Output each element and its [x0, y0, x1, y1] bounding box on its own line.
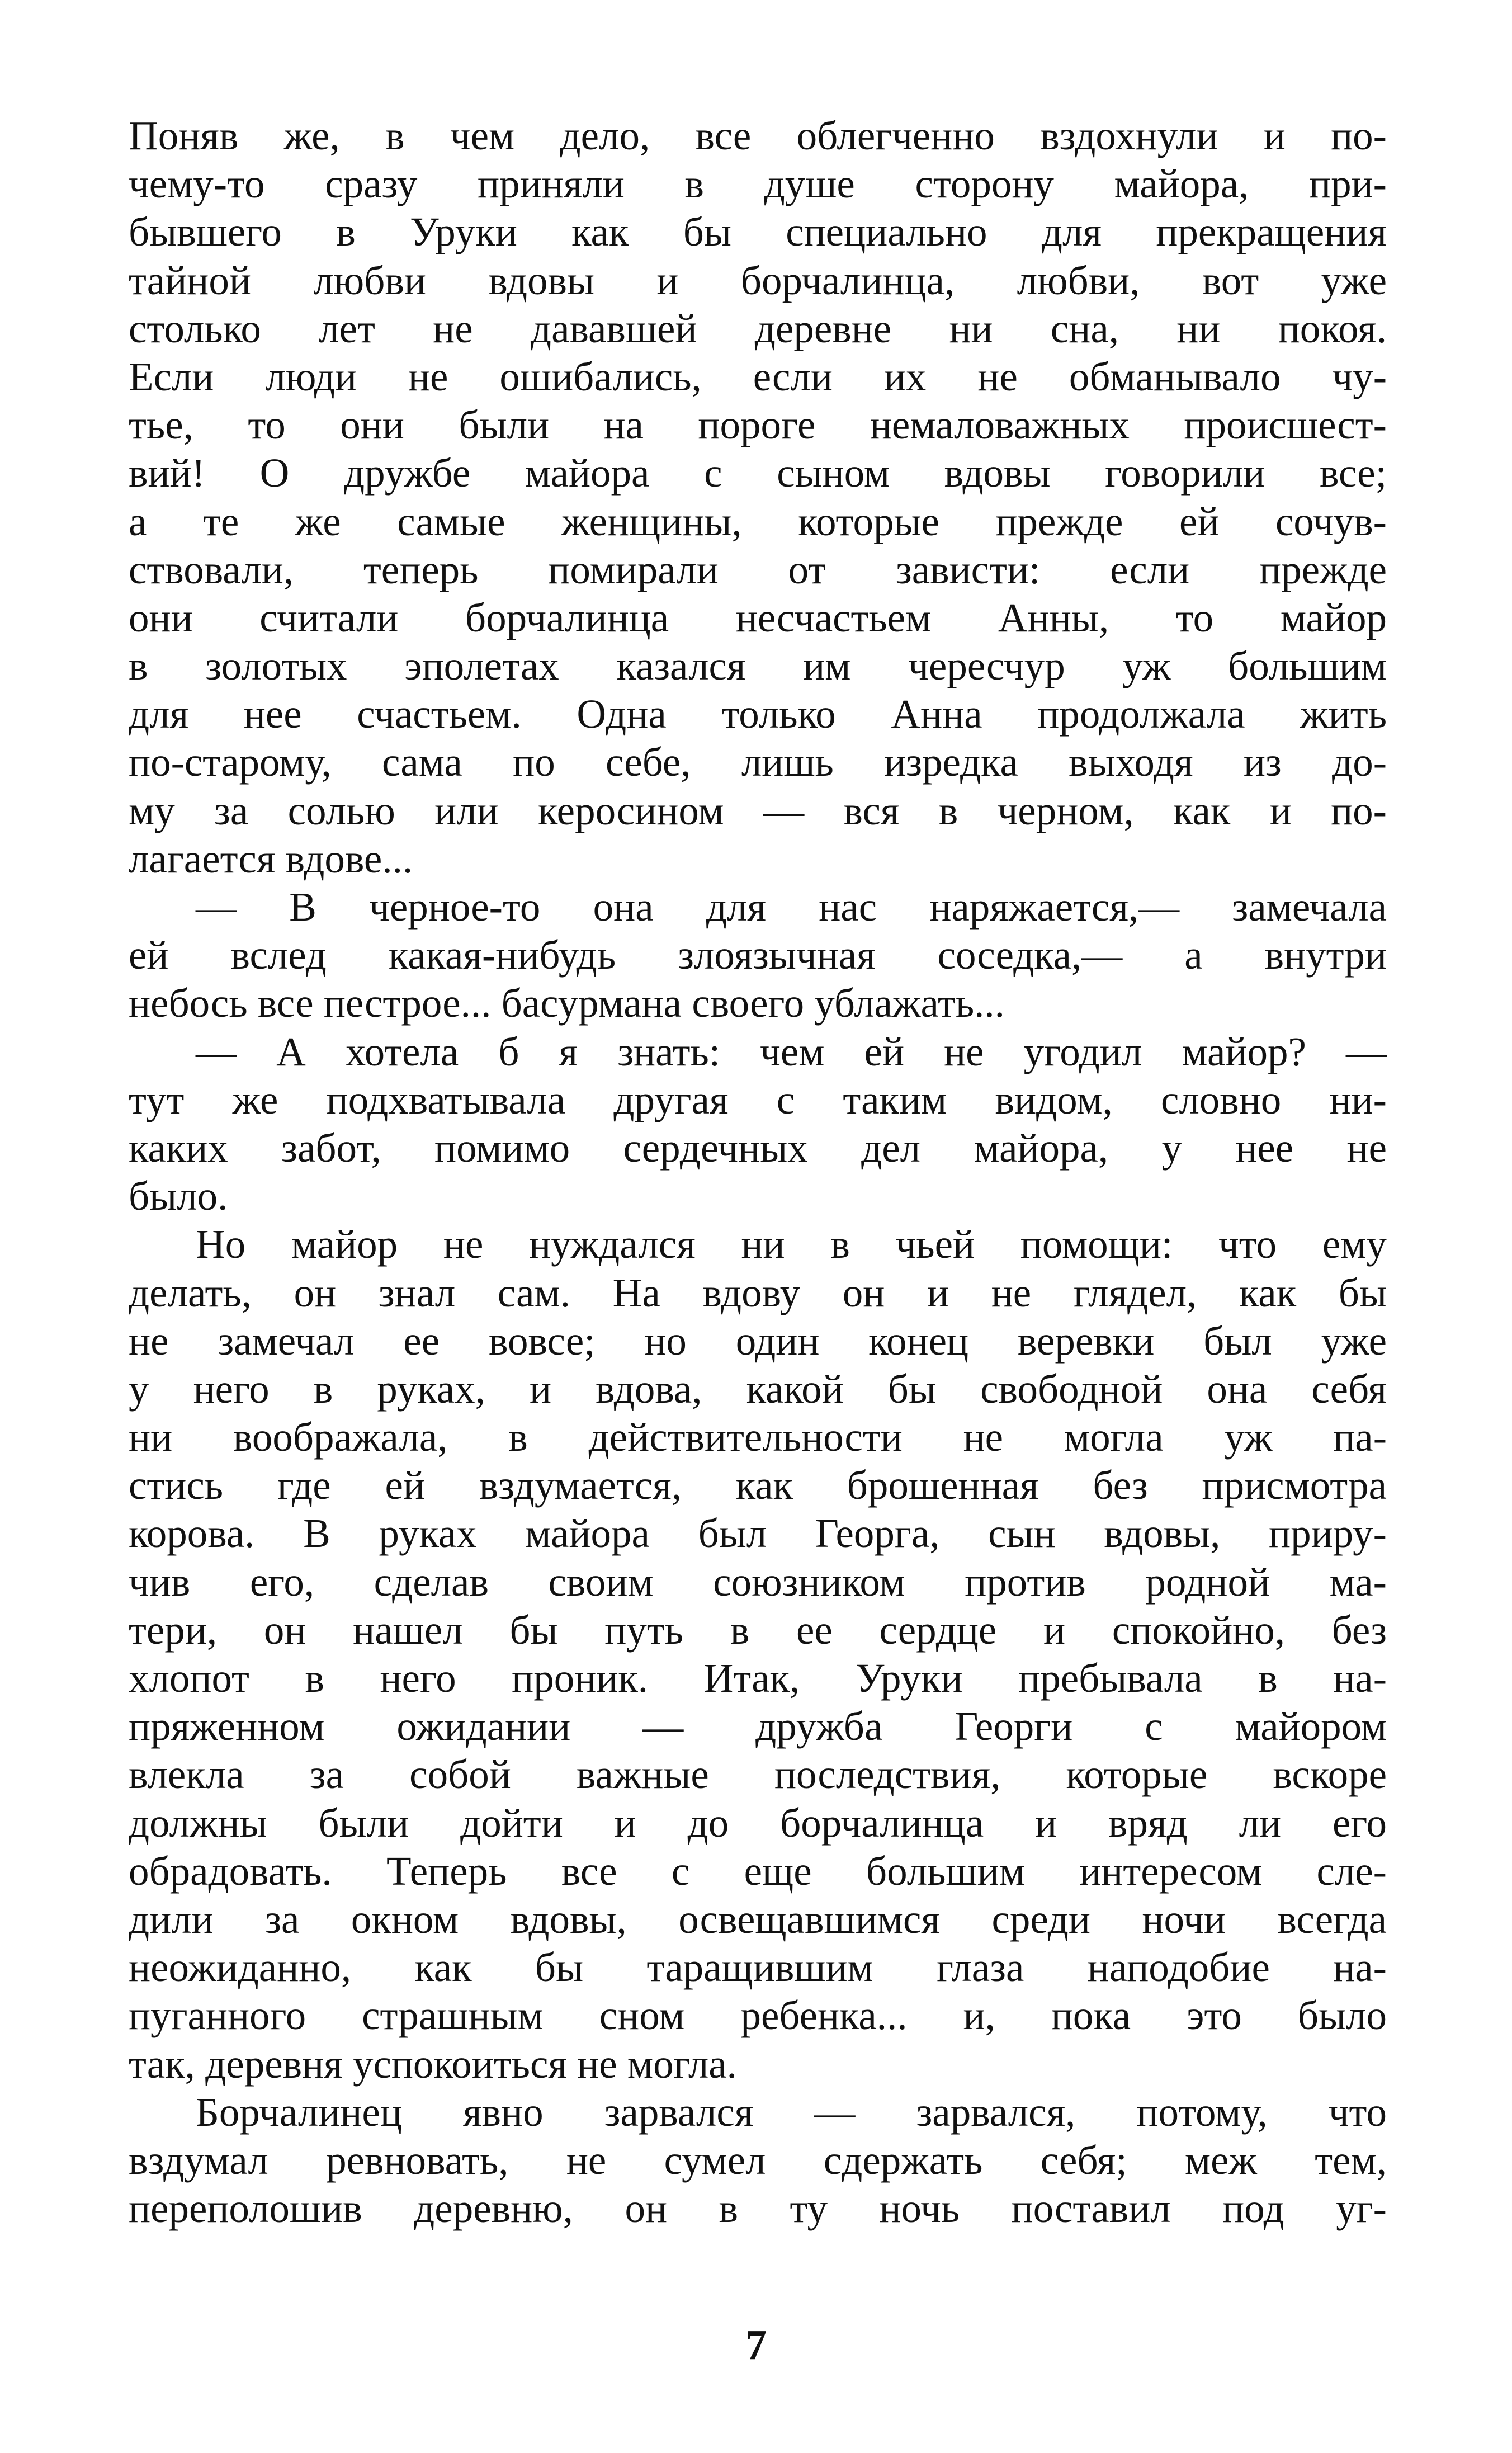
text-line: тери, он нашел бы путь в ее сердце и спокойно, без: [129, 1607, 1387, 1653]
text-line: тайной любви вдовы и борчалинца, любви, вот уже: [129, 257, 1387, 303]
text-line: ни воображала, в действительности не могла уж па-: [129, 1414, 1387, 1460]
text-line: лагается вдове...: [129, 836, 413, 881]
text-line: было.: [129, 1173, 228, 1219]
text-line: Но майор не нуждался ни в чьей помощи: что ему: [196, 1221, 1387, 1267]
text-line: не замечал ее вовсе; но один конец веревки был уже: [129, 1318, 1387, 1364]
text-line: в золотых эполетах казался им чересчур уж большим: [129, 643, 1387, 689]
text-line: — В черное-то она для нас наряжается,— замечала: [196, 884, 1387, 930]
text-line: му за солью или керосином — вся в черном, как и по-: [129, 787, 1387, 833]
text-line: тут же подхватывала другая с таким видом, словно ни-: [129, 1077, 1387, 1122]
text-line: делать, он знал сам. На вдову он и не глядел, как бы: [129, 1270, 1387, 1315]
text-line: для нее счастьем. Одна только Анна продолжала жить: [129, 691, 1387, 737]
text-line: чему-то сразу приняли в душе сторону майора, при-: [129, 161, 1387, 207]
text-line: дили за окном вдовы, освещавшимся среди ночи всегда: [129, 1896, 1387, 1942]
paragraph-2: [129, 883, 1387, 1028]
paragraph-3: [129, 1028, 1387, 1221]
text-line: обрадовать. Теперь все с еще большим интересом сле-: [129, 1848, 1387, 1894]
text-line: ей вслед какая-нибудь злоязычная соседка,— а внутри: [129, 932, 1387, 978]
paragraph-4: [129, 1220, 1387, 2088]
book-page: [129, 112, 1387, 2233]
text-line: чив его, сделав своим союзником против родной ма-: [129, 1559, 1387, 1605]
text-line: влекла за собой важные последствия, которые вскоре: [129, 1752, 1387, 1798]
text-line: — А хотела б я знать: чем ей не угодил майор? —: [196, 1029, 1387, 1074]
text-line: пряженном ожидании — дружба Георги с майором: [129, 1704, 1387, 1749]
text-line: хлопот в него проник. Итак, Уруки пребывала в на-: [129, 1655, 1387, 1701]
text-line: Борчалинец явно зарвался — зарвался, потому, что: [196, 2089, 1387, 2135]
text-line: так, деревня успокоиться не могла.: [129, 2041, 737, 2087]
text-line: тье, то они были на пороге немаловажных происшест-: [129, 402, 1387, 448]
text-line: каких забот, помимо сердечных дел майора, у нее не: [129, 1125, 1387, 1171]
text-line: бывшего в Уруки как бы специально для прекращения: [129, 209, 1387, 255]
text-line: по-старому, сама по себе, лишь изредка выходя из до-: [129, 739, 1387, 785]
text-line: они считали борчалинца несчастьем Анны, то майор: [129, 595, 1387, 640]
text-line: пуганного страшным сном ребенка... и, пока это было: [129, 1993, 1387, 2039]
text-line: неожиданно, как бы таращившим глаза наподобие на-: [129, 1945, 1387, 1990]
text-line: стись где ей вздумается, как брошенная без присмотра: [129, 1463, 1387, 1508]
text-line: Поняв же, в чем дело, все облегченно вздохнули и по-: [129, 113, 1387, 158]
text-line: вздумал ревновать, не сумел сдержать себя; меж тем,: [129, 2137, 1387, 2183]
text-line: у него в руках, и вдова, какой бы свободной она себя: [129, 1366, 1387, 1412]
text-line: Если люди не ошибались, если их не обманывало чу-: [129, 353, 1387, 399]
text-line: переполошив деревню, он в ту ночь поставил под уг-: [129, 2186, 1387, 2232]
paragraph-5: [129, 2088, 1387, 2233]
paragraph-1: [129, 112, 1387, 883]
text-line: корова. В руках майора был Георга, сын вдовы, приру-: [129, 1511, 1387, 1556]
text-line: ствовали, теперь помирали от зависти: если прежде: [129, 546, 1387, 592]
text-line: а те же самые женщины, которые прежде ей сочув-: [129, 498, 1387, 544]
text-line: небось все пестрое... басурмана своего ублажать...: [129, 980, 1005, 1026]
text-line: должны были дойти и до борчалинца и вряд ли его: [129, 1800, 1387, 1846]
text-line: столько лет не дававшей деревне ни сна, ни покоя.: [129, 305, 1387, 351]
text-line: вий! О дружбе майора с сыном вдовы говорили все;: [129, 450, 1387, 496]
page-number: 7: [745, 2322, 767, 2369]
